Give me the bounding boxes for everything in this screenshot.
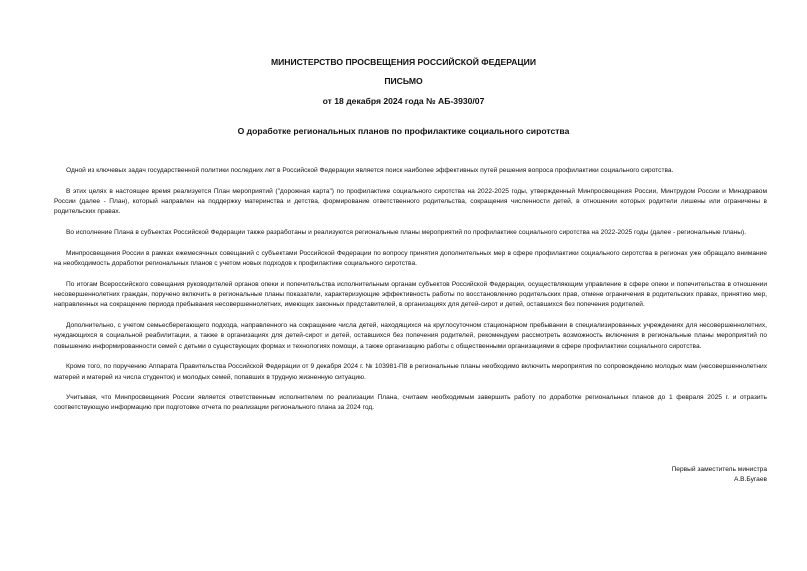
paragraph-5: По итогам Всероссийского совещания руководителей органов опеки и попечительства исполнительным органам субъектов Российской Федерации, осуществляющим управление в сфере опеки и попечительства в отношении несовершеннолетних граждан, поручено включить в региональные планы показатели, характеризующие эффективность работы по восстановлению родительских прав, отмене ограничения в родительских правах, принятию мер, направленных на сокращение периода пребывания несовершеннолетних, имеющих законных представителей, в организациях для детей-сирот и детей, оставшихся без попечения родителей. — [54, 280, 767, 309]
document-subject: О доработке региональных планов по профилактике социального сиротства — [237, 126, 570, 136]
paragraph-3: Во исполнение Плана в субъектах Российской Федерации также разработаны и реализуются региональные планы мероприятий по профилактике социального сиротства на 2022-2025 годы (далее - региональные планы). — [66, 228, 747, 236]
signature-block — [517, 465, 767, 485]
ministry-title: МИНИСТЕРСТВО ПРОСВЕЩЕНИЯ РОССИЙСКОЙ ФЕДЕРАЦИИ — [270, 57, 537, 67]
paragraph-4: Минпросвещения России в рамках ежемесячных совещаний с субъектами Российской Федерации по вопросу принятия дополнительных мер в сфере профилактики социального сиротства в регионах уже обращало внимание на необходимость доработки региональных планов с учетом новых подходов к профилактике социального сиротства. — [54, 249, 767, 267]
signatory-position: Первый заместитель министра — [671, 466, 767, 473]
signatory-name: А.В.Бугаев — [733, 476, 767, 483]
document-date-number: от 18 декабря 2024 года № АБ-3930/07 — [322, 96, 485, 106]
paragraph-6: Дополнительно, с учетом семьесберегающего подхода, направленного на сокращение числа детей, находящихся на круглосуточном стационарном пребывании в специализированных учреждениях для несовершеннолетних, нуждающихся в социальной реабилитации, а также в организациях для детей-сирот и детей, оставшихся без попечения родителей, рекомендуем рассмотреть возможность включения в региональные планы мероприятий по повышению информированности семей с детьми о существующих формах и технологиях помощи, а также организацию работы с общественными организациями в сфере профилактики социального сиротства. — [54, 321, 767, 350]
paragraph-7: Кроме того, по поручению Аппарата Правительства Российской Федерации от 9 декабря 2024 г. № 103981-П8 в региональные планы необходимо включить мероприятия по сопровождению молодых мам (несовершеннолетних матерей и матерей из числа студенток) и молодых семей, попавших в трудную жизненную ситуацию. — [54, 363, 767, 381]
letter-body — [54, 166, 767, 414]
paragraph-2: В этих целях в настоящее время реализуется План мероприятий ("дорожная карта") по профилактике социального сиротства на 2022-2025 годы, утвержденный Минпросвещения России, Минтрудом России и Минздравом России (далее - План), который направлен на поддержку материнства и детства, формирование ответственного родительства, сокращения численности детей, в отношении которых родители лишены или ограничены в родительских правах. — [54, 187, 767, 216]
paragraph-1: Одной из ключевых задач государственной политики последних лет в Российской Федерации является поиск наиболее эффективных путей решения вопроса профилактики социального сиротства. — [66, 167, 674, 174]
paragraph-8: Учитывая, что Минпросвещения России является ответственным исполнителем по реализации Плана, считаем необходимым завершить работу по доработке региональных планов до 1 февраля 2025 г. и отразить соответствующую информацию при подготовке отчета по реализации регионального плана за 2024 год. — [54, 394, 767, 412]
document-type: ПИСЬМО — [384, 76, 423, 86]
